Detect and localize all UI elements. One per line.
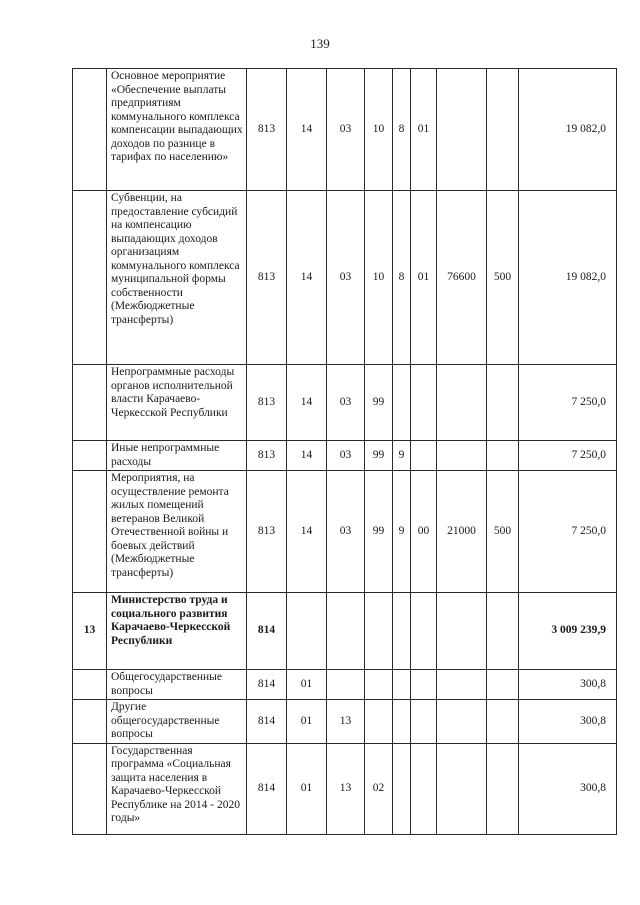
ministry-code-cell: 813	[247, 365, 287, 441]
row-name-cell: Мероприятия, на осуществление ремонта жилых помещений ветеранов Великой Отечественной войны и боевых действий (Межбюджетные трансферты)	[107, 471, 247, 593]
row-number-cell	[73, 743, 107, 834]
main-event-code-cell: 01	[411, 191, 437, 365]
budget-table	[72, 68, 617, 835]
program-code-cell	[365, 670, 393, 700]
program-code-cell: 99	[365, 471, 393, 593]
section-code-cell: 01	[287, 670, 327, 700]
expense-type-code-cell	[487, 743, 519, 834]
table-row	[73, 441, 617, 471]
section-code-cell: 14	[287, 441, 327, 471]
ministry-code-cell: 814	[247, 593, 287, 670]
ministry-code-cell: 814	[247, 743, 287, 834]
subprogram-code-cell: 8	[393, 191, 411, 365]
amount-cell: 300,8	[519, 700, 617, 744]
expense-type-code-cell	[487, 593, 519, 670]
subprogram-code-cell	[393, 593, 411, 670]
section-code-cell: 01	[287, 700, 327, 744]
section-code-cell: 14	[287, 365, 327, 441]
row-number-cell	[73, 471, 107, 593]
subsection-code-cell: 03	[327, 441, 365, 471]
table-row	[73, 743, 617, 834]
expense-type-code-cell: 500	[487, 471, 519, 593]
main-event-code-cell	[411, 365, 437, 441]
row-number-cell	[73, 191, 107, 365]
amount-cell: 19 082,0	[519, 191, 617, 365]
section-code-cell: 14	[287, 69, 327, 191]
expense-direction-code-cell: 21000	[437, 471, 487, 593]
amount-cell: 7 250,0	[519, 365, 617, 441]
table-row	[73, 69, 617, 191]
row-number-cell: 13	[73, 593, 107, 670]
program-code-cell: 10	[365, 191, 393, 365]
row-name-cell: Общегосударственные вопросы	[107, 670, 247, 700]
subprogram-code-cell: 9	[393, 441, 411, 471]
main-event-code-cell: 00	[411, 471, 437, 593]
ministry-code-cell: 813	[247, 69, 287, 191]
amount-cell: 19 082,0	[519, 69, 617, 191]
amount-cell: 7 250,0	[519, 471, 617, 593]
expense-type-code-cell	[487, 69, 519, 191]
expense-direction-code-cell	[437, 700, 487, 744]
main-event-code-cell	[411, 743, 437, 834]
subprogram-code-cell: 9	[393, 471, 411, 593]
main-event-code-cell	[411, 670, 437, 700]
row-name-cell: Непрограммные расходы органов исполнительной власти Карачаево-Черкесской Республики	[107, 365, 247, 441]
subsection-code-cell: 03	[327, 69, 365, 191]
expense-type-code-cell	[487, 365, 519, 441]
main-event-code-cell: 01	[411, 69, 437, 191]
section-code-cell	[287, 593, 327, 670]
expense-direction-code-cell	[437, 743, 487, 834]
table-row	[73, 700, 617, 744]
row-name-cell: Министерство труда и социального развития Карачаево-Черкесской Республики	[107, 593, 247, 670]
row-name-cell: Государственная программа «Социальная защита населения в Карачаево-Черкесской Республике на 2014 - 2020 годы»	[107, 743, 247, 834]
main-event-code-cell	[411, 700, 437, 744]
expense-type-code-cell	[487, 441, 519, 471]
program-code-cell: 99	[365, 441, 393, 471]
expense-direction-code-cell: 76600	[437, 191, 487, 365]
ministry-code-cell: 813	[247, 471, 287, 593]
subprogram-code-cell	[393, 365, 411, 441]
program-code-cell: 02	[365, 743, 393, 834]
expense-direction-code-cell	[437, 593, 487, 670]
ministry-code-cell: 813	[247, 441, 287, 471]
subprogram-code-cell: 8	[393, 69, 411, 191]
expense-direction-code-cell	[437, 670, 487, 700]
table-row	[73, 593, 617, 670]
subprogram-code-cell	[393, 743, 411, 834]
table-row	[73, 191, 617, 365]
ministry-code-cell: 813	[247, 191, 287, 365]
row-name-cell: Субвенции, на предоставление субсидий на компенсацию выпадающих доходов организациям коммунального комплекса муниципальной формы собственности (Межбюджетные трансферты)	[107, 191, 247, 365]
subsection-code-cell: 03	[327, 471, 365, 593]
ministry-code-cell: 814	[247, 670, 287, 700]
row-name-cell: Другие общегосударственные вопросы	[107, 700, 247, 744]
expense-type-code-cell	[487, 670, 519, 700]
amount-cell: 3 009 239,9	[519, 593, 617, 670]
table-row	[73, 670, 617, 700]
table-row	[73, 365, 617, 441]
subsection-code-cell: 03	[327, 191, 365, 365]
page-number: 139	[310, 36, 330, 51]
table-row	[73, 471, 617, 593]
program-code-cell	[365, 700, 393, 744]
row-number-cell	[73, 700, 107, 744]
expense-type-code-cell	[487, 700, 519, 744]
subprogram-code-cell	[393, 700, 411, 744]
section-code-cell: 01	[287, 743, 327, 834]
ministry-code-cell: 814	[247, 700, 287, 744]
expense-direction-code-cell	[437, 69, 487, 191]
amount-cell: 300,8	[519, 743, 617, 834]
amount-cell: 7 250,0	[519, 441, 617, 471]
row-name-cell: Иные непрограммные расходы	[107, 441, 247, 471]
section-code-cell: 14	[287, 471, 327, 593]
expense-type-code-cell: 500	[487, 191, 519, 365]
subprogram-code-cell	[393, 670, 411, 700]
program-code-cell: 99	[365, 365, 393, 441]
row-name-cell: Основное мероприятие «Обеспечение выплаты предприятиям коммунального комплекса компенсации выпадающих доходов по разнице в тарифах по населению»	[107, 69, 247, 191]
main-event-code-cell	[411, 441, 437, 471]
row-number-cell	[73, 670, 107, 700]
amount-cell: 300,8	[519, 670, 617, 700]
program-code-cell: 10	[365, 69, 393, 191]
subsection-code-cell	[327, 670, 365, 700]
row-number-cell	[73, 441, 107, 471]
row-number-cell	[73, 69, 107, 191]
expense-direction-code-cell	[437, 441, 487, 471]
main-event-code-cell	[411, 593, 437, 670]
row-number-cell	[73, 365, 107, 441]
subsection-code-cell: 13	[327, 700, 365, 744]
subsection-code-cell: 13	[327, 743, 365, 834]
subsection-code-cell	[327, 593, 365, 670]
subsection-code-cell: 03	[327, 365, 365, 441]
program-code-cell	[365, 593, 393, 670]
section-code-cell: 14	[287, 191, 327, 365]
expense-direction-code-cell	[437, 365, 487, 441]
